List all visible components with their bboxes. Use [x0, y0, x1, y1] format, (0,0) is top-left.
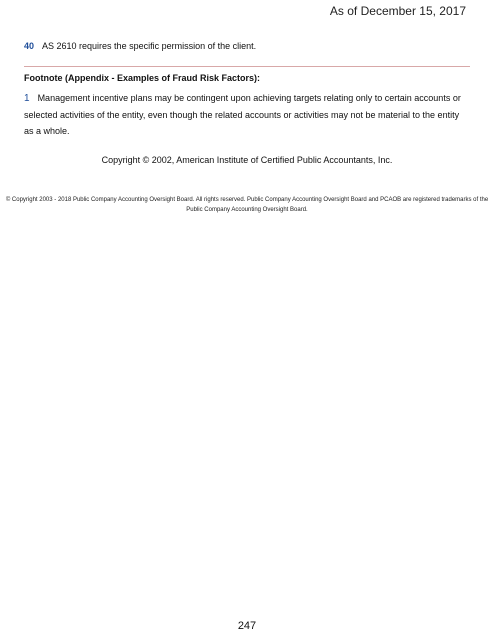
- footnote-40-text: AS 2610 requires the specific permission of the client.: [42, 41, 257, 51]
- section-divider: [24, 66, 470, 67]
- footnote-40-number[interactable]: 40: [24, 41, 35, 51]
- footnote-1-number[interactable]: 1: [24, 93, 30, 104]
- aicpa-copyright: Copyright © 2002, American Institute of Certified Public Accountants, Inc.: [101, 155, 393, 165]
- footnote-1-text: Management incentive plans may be contingent upon achieving targets relating only to certain accounts or selected activities of the entity, even though the related accounts or activities may not be material to the entity as a whole.: [24, 93, 461, 136]
- footnote-40: [24, 40, 470, 52]
- pcaob-copyright: © Copyright 2003 - 2018 Public Company Accounting Oversight Board. All rights reserved. Public Company Accounting Oversight Board and PCAOB are registered trademarks of the Public Company Accounting Oversight Board.: [5, 197, 489, 213]
- page-number: 247: [237, 620, 257, 632]
- section-heading: Footnote (Appendix - Examples of Fraud Risk Factors):: [24, 73, 261, 83]
- footnote-1: [24, 90, 464, 139]
- header-date: As of December 15, 2017: [329, 4, 466, 18]
